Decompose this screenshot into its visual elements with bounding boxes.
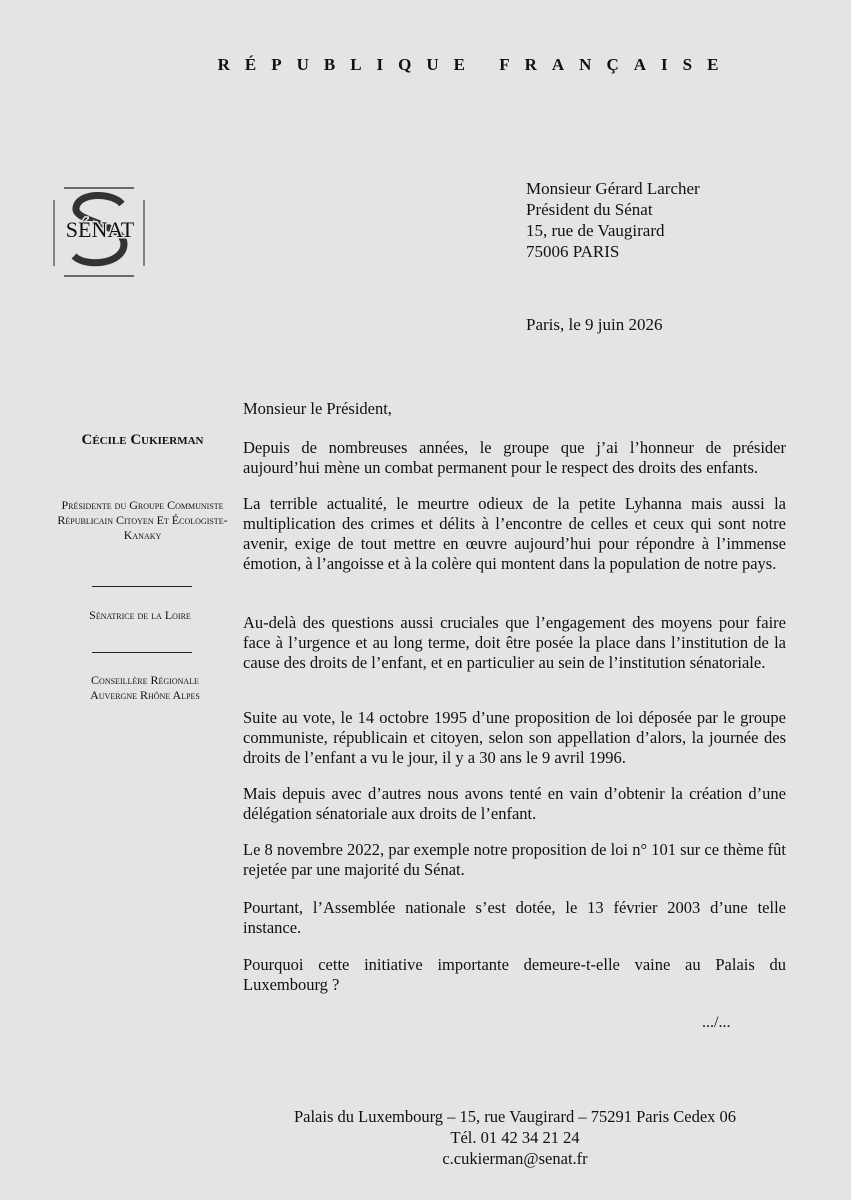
sender-group-title: Présidente du Groupe Communiste Républicain Citoyen Et Écologiste-Kanaky [57,498,228,542]
sender-role: Sénatrice de la Loire [89,608,191,622]
recipient-line: Président du Sénat [526,200,653,219]
sender-name: Cécile Cukierman [81,432,204,448]
footer-address: Palais du Luxembourg – 15, rue Vaugirard – 75291 Paris Cedex 06 [293,1107,737,1126]
letter-paragraph: Le 8 novembre 2022, par exemple notre proposition de loi n° 101 sur ce thème fût rejetée par une majorité du Sénat. [243,840,786,879]
sidebar-divider [92,652,192,653]
letter-paragraph: Pourtant, l’Assemblée nationale s’est dotée, le 13 février 2003 d’une telle instance. [243,898,786,937]
letter-paragraph: La terrible actualité, le meurtre odieux de la petite Lyhanna mais aussi la multiplication des crimes et délits à l’encontre de celles et ceux qui sont notre avenir, exige de tout mettre en œuvre aujourd’hui pour répondre à l’immense émotion, à l’angoisse et à la colère qui montent dans la population de notre pays. [243,494,786,573]
letter-paragraph: Suite au vote, le 14 octobre 1995 d’une proposition de loi déposée par le groupe communiste, républicain et citoyen, selon son appellation d’alors, la journée des droits de l’enfant a vu le jour, il y a 30 ans le 9 avril 1996. [243,708,786,767]
svg-text:SÉNAT: SÉNAT [65,217,135,242]
letter-paragraph: Pourquoi cette initiative importante demeure-t-elle vaine au Palais du Luxembourg ? [243,955,786,994]
sidebar-divider [92,586,192,587]
letter-paragraph: Depuis de nombreuses années, le groupe que j’ai l’honneur de présider aujourd’hui mène un combat permanent pour le respect des droits des enfants. [243,438,786,477]
recipient-line: 75006 PARIS [526,242,620,261]
letter-greeting: Monsieur le Président, [243,399,392,418]
letter-date: Paris, le 9 juin 2026 [526,315,663,334]
senat-logo [52,184,148,280]
recipient-line: Monsieur Gérard Larcher [526,179,700,198]
header-republique-francaise: RÉPUBLIQUE FRANÇAISE [217,55,734,74]
continuation-mark: .../... [702,1014,731,1031]
footer-phone: Tél. 01 42 34 21 24 [450,1128,580,1147]
letter-paragraph: Mais depuis avec d’autres nous avons tenté en vain d’obtenir la création d’une délégation sénatoriale aux droits de l’enfant. [243,784,786,823]
recipient-address [526,178,700,262]
footer-email: c.cukierman@senat.fr [442,1149,588,1168]
sender-region: Conseillère Régionale Auvergne Rhône Alpes [90,673,200,702]
letter-paragraph: Au-delà des questions aussi cruciales que l’engagement des moyens pour faire face à l’urgence et au long terme, doit être posée la place dans l’institution de la cause des droits de l’enfant, et en particulier au sein de l’institution sénatoriale. [243,613,786,672]
recipient-line: 15, rue de Vaugirard [526,221,665,240]
